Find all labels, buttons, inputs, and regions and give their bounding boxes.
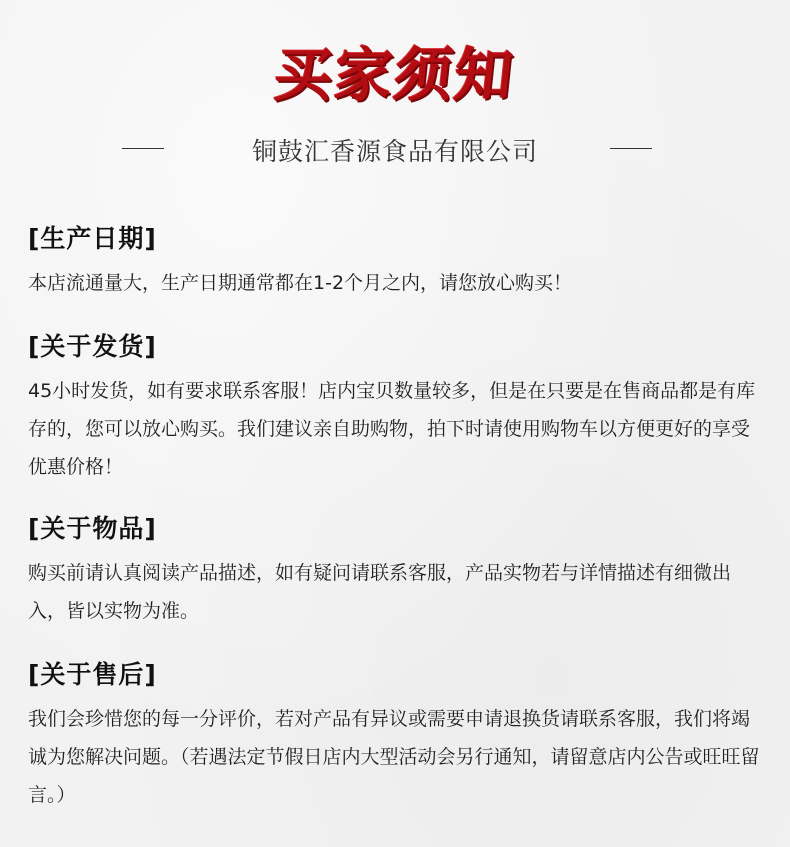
company-name: 铜鼓汇香源食品有限公司 [251, 137, 538, 166]
section-body: 我们会珍惜您的每一分评价，若对产品有异议或需要申请退换货请联系客服，我们将竭诚为您解决问题。（若遇法定节假日店内大型活动会另行通知，请留意店内公告或旺旺留言。） [28, 708, 760, 806]
section-heading: [关于售后] [28, 660, 157, 689]
divider-right [610, 148, 652, 149]
section-heading: [关于物品] [28, 514, 157, 543]
page-title: 买家须知 [270, 41, 519, 109]
section-body: 45小时发货，如有要求联系客服！店内宝贝数量较多，但是在只要是在售商品都是有库存的，您可以放心购买。我们建议亲自助购物，拍下时请使用购物车以方便更好的享受优惠价格！ [28, 380, 756, 478]
section-production-date [28, 222, 768, 302]
section-heading: [生产日期] [28, 224, 157, 253]
section-items [28, 512, 768, 630]
section-shipping [28, 330, 768, 486]
subtitle-row [0, 132, 790, 166]
section-after-sales [28, 658, 768, 814]
section-body: 购买前请认真阅读产品描述，如有疑问请联系客服，产品实物若与详情描述有细微出入，皆以实物为准。 [28, 562, 732, 622]
section-heading: [关于发货] [28, 332, 157, 361]
section-body: 本店流通量大，生产日期通常都在1-2个月之内，请您放心购买！ [28, 272, 573, 294]
